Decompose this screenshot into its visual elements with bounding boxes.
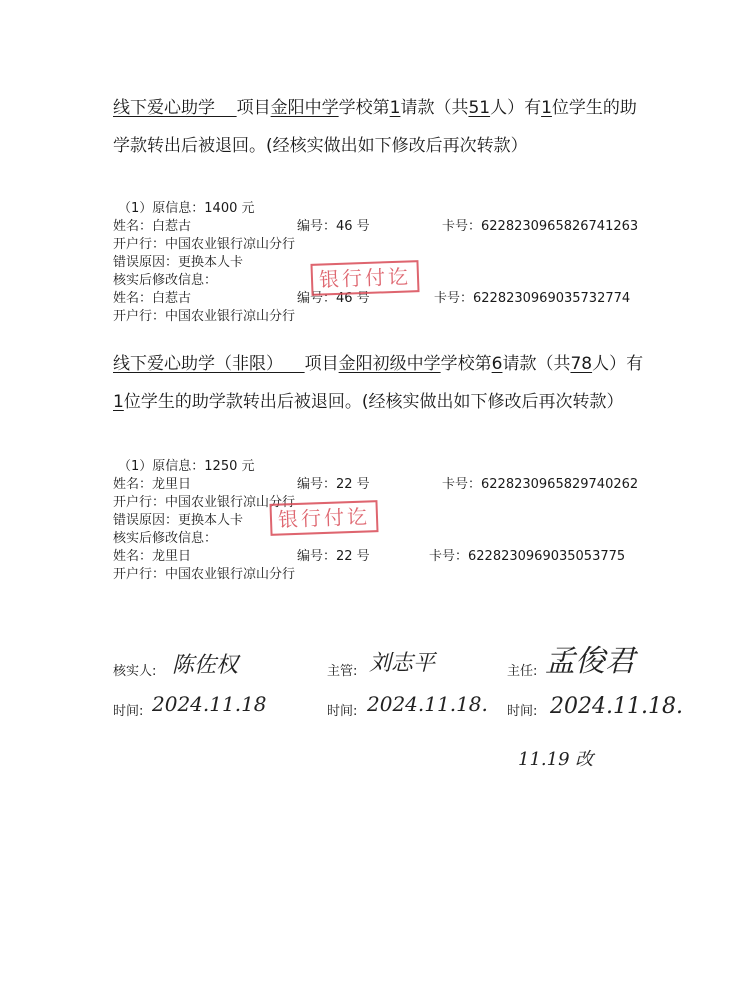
section1-orig-card: 卡号：6228230965826741263 [442, 219, 639, 234]
checker-signature: 陈佐权 [172, 653, 239, 678]
section2-error-reason: 错误原因：更换本人卡 [113, 513, 244, 528]
section2-bank-paid-stamp: 银行付讫 [269, 500, 378, 536]
section2-fixed-header: 核实后修改信息： [113, 531, 218, 546]
section2-new-name: 姓名：龙里日 [113, 549, 192, 564]
section1-project-name: 线下爱心助学 [113, 98, 215, 118]
section1-fixed-header: 核实后修改信息： [113, 273, 218, 288]
checker-date: 2024.11.18 [152, 692, 267, 716]
section2-orig-header: （1）原信息：1250 元 [118, 459, 255, 474]
section2-text-have: 人）有 [592, 354, 644, 374]
section1-text-have: 人）有 [490, 98, 542, 118]
section2-orig-bank: 开户行：中国农业银行凉山分行 [113, 495, 296, 510]
section1-orig-bank: 开户行：中国农业银行凉山分行 [113, 237, 296, 252]
section1-text-rest: 位学生的助学款转出后被退回。(经核实做出如下修改后再次转款） [113, 98, 637, 156]
section1-batch: 1 [389, 98, 401, 118]
section1-text-school: 学校第 [338, 98, 390, 118]
section1-text-project: 项目 [236, 98, 271, 118]
section2-orig-card: 卡号：6228230965829740262 [442, 477, 639, 492]
section1-error-reason: 错误原因：更换本人卡 [113, 255, 244, 270]
section2-new-card: 卡号：6228230969035053775 [429, 549, 626, 564]
section2-new-number: 编号：22 号 [297, 549, 370, 564]
supervisor-date: 2024.11.18. [367, 692, 488, 716]
supervisor-label: 主管: [327, 664, 358, 679]
section2-orig-name: 姓名：龙里日 [113, 477, 192, 492]
section1-new-name: 姓名：白惹古 [113, 291, 192, 306]
section2-text-school: 学校第 [440, 354, 492, 374]
section1-total: 51 [468, 98, 491, 118]
section2-text-request: 请款（共 [502, 354, 571, 374]
section2-count: 1 [113, 392, 124, 412]
section1-new-number: 编号：46 号 [297, 291, 370, 306]
section2-batch: 6 [491, 354, 503, 374]
section1-school: 金阳中学 [270, 98, 339, 118]
section1-bank-paid-stamp: 银行付讫 [310, 260, 419, 296]
section1-count: 1 [541, 98, 552, 118]
revision-note: 11.19 改 [518, 749, 594, 770]
section2-paragraph [113, 345, 648, 421]
director-time-label: 时间: [507, 704, 538, 719]
section1-orig-number: 编号：46 号 [297, 219, 370, 234]
section1-new-card: 卡号：6228230969035732774 [434, 291, 631, 306]
section1-paragraph [113, 89, 648, 165]
director-date: 2024.11.18. [550, 694, 683, 719]
section2-total: 78 [570, 354, 593, 374]
section1-orig-header: （1）原信息：1400 元 [118, 201, 255, 216]
supervisor-signature: 刘志平 [369, 651, 436, 676]
director-label: 主任: [507, 664, 538, 679]
section2-text-project: 项目 [304, 354, 339, 374]
section1-text-request: 请款（共 [400, 98, 469, 118]
section1-new-bank: 开户行：中国农业银行凉山分行 [113, 309, 296, 324]
section2-school: 金阳初级中学 [338, 354, 441, 374]
section1-orig-name: 姓名：白惹古 [113, 219, 192, 234]
supervisor-time-label: 时间: [327, 704, 358, 719]
section2-new-bank: 开户行：中国农业银行凉山分行 [113, 567, 296, 582]
checker-time-label: 时间: [113, 704, 144, 719]
section2-orig-number: 编号：22 号 [297, 477, 370, 492]
section2-text-rest: 位学生的助学款转出后被退回。(经核实做出如下修改后再次转款） [123, 392, 624, 412]
section2-project-name: 线下爱心助学（非限） [113, 354, 283, 374]
checker-label: 核实人: [113, 664, 157, 679]
director-signature: 孟俊君 [545, 644, 635, 679]
